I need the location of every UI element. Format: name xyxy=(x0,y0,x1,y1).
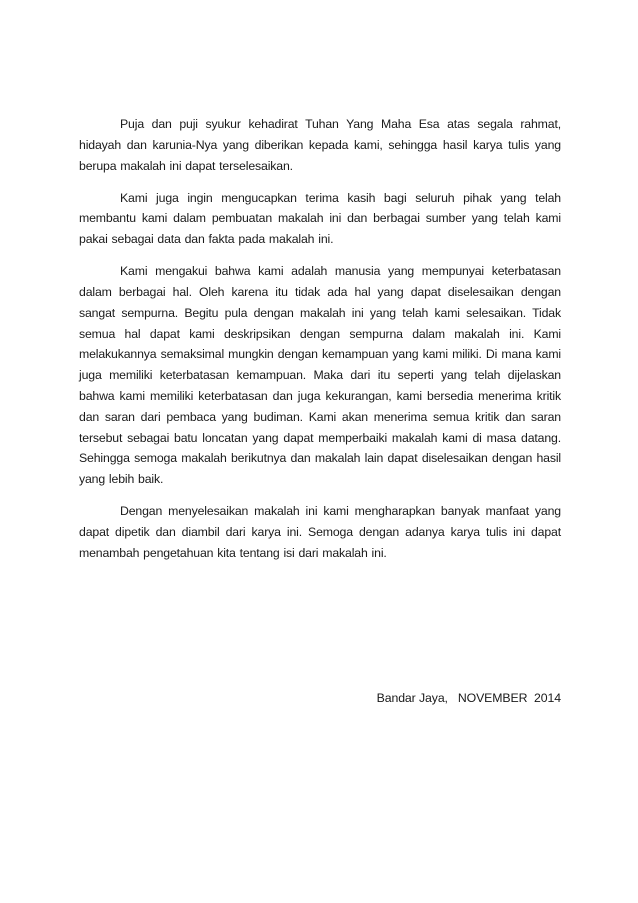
paragraph-limitations: Kami mengakui bahwa kami adalah manusia yang mempunyai keterbatasan dalam berbagai hal. Oleh karena itu tidak ada hal yang dapat diselesaikan dengan sangat sempurna. Begitu pula dengan makalah ini yang telah kami selesaikan. Tidak semua hal dapat kami deskripsikan dengan sempurna dalam makalah ini. Kami melakukannya semaksimal mungkin dengan kemampuan yang kami miliki. Di mana kami juga memiliki keterbatasan kemampuan. Maka dari itu seperti yang telah dijelaskan bahwa kami memiliki keterbatasan dan juga kekurangan, kami bersedia menerima kritik dan saran dari pembaca yang budiman. Kami akan menerima semua kritik dan saran tersebut sebagai batu loncatan yang dapat memperbaiki makalah kami di masa datang. Sehingga semoga makalah berikutnya dan makalah lain dapat diselesaikan dengan hasil yang lebih baik. xyxy=(79,264,561,487)
document-body xyxy=(79,114,561,575)
place-date-signature: Bandar Jaya, NOVEMBER 2014 xyxy=(376,691,561,705)
paragraph-opening: Puja dan puji syukur kehadirat Tuhan Yang Maha Esa atas segala rahmat, hidayah dan karunia-Nya yang diberikan kepada kami, sehingga hasil karya tulis yang berupa makalah ini dapat terselesaikan. xyxy=(79,117,561,173)
paragraph-thanks: Kami juga ingin mengucapkan terima kasih bagi seluruh pihak yang telah membantu kami dalam pembuatan makalah ini dan berbagai sumber yang telah kami pakai sebagai data dan fakta pada makalah ini. xyxy=(79,190,561,247)
paragraph-closing: Dengan menyelesaikan makalah ini kami mengharapkan banyak manfaat yang dapat dipetik dan diambil dari karya ini. Semoga dengan adanya karya tulis ini dapat menambah pengetahuan kita tentang isi dari makalah ini. xyxy=(79,504,561,560)
